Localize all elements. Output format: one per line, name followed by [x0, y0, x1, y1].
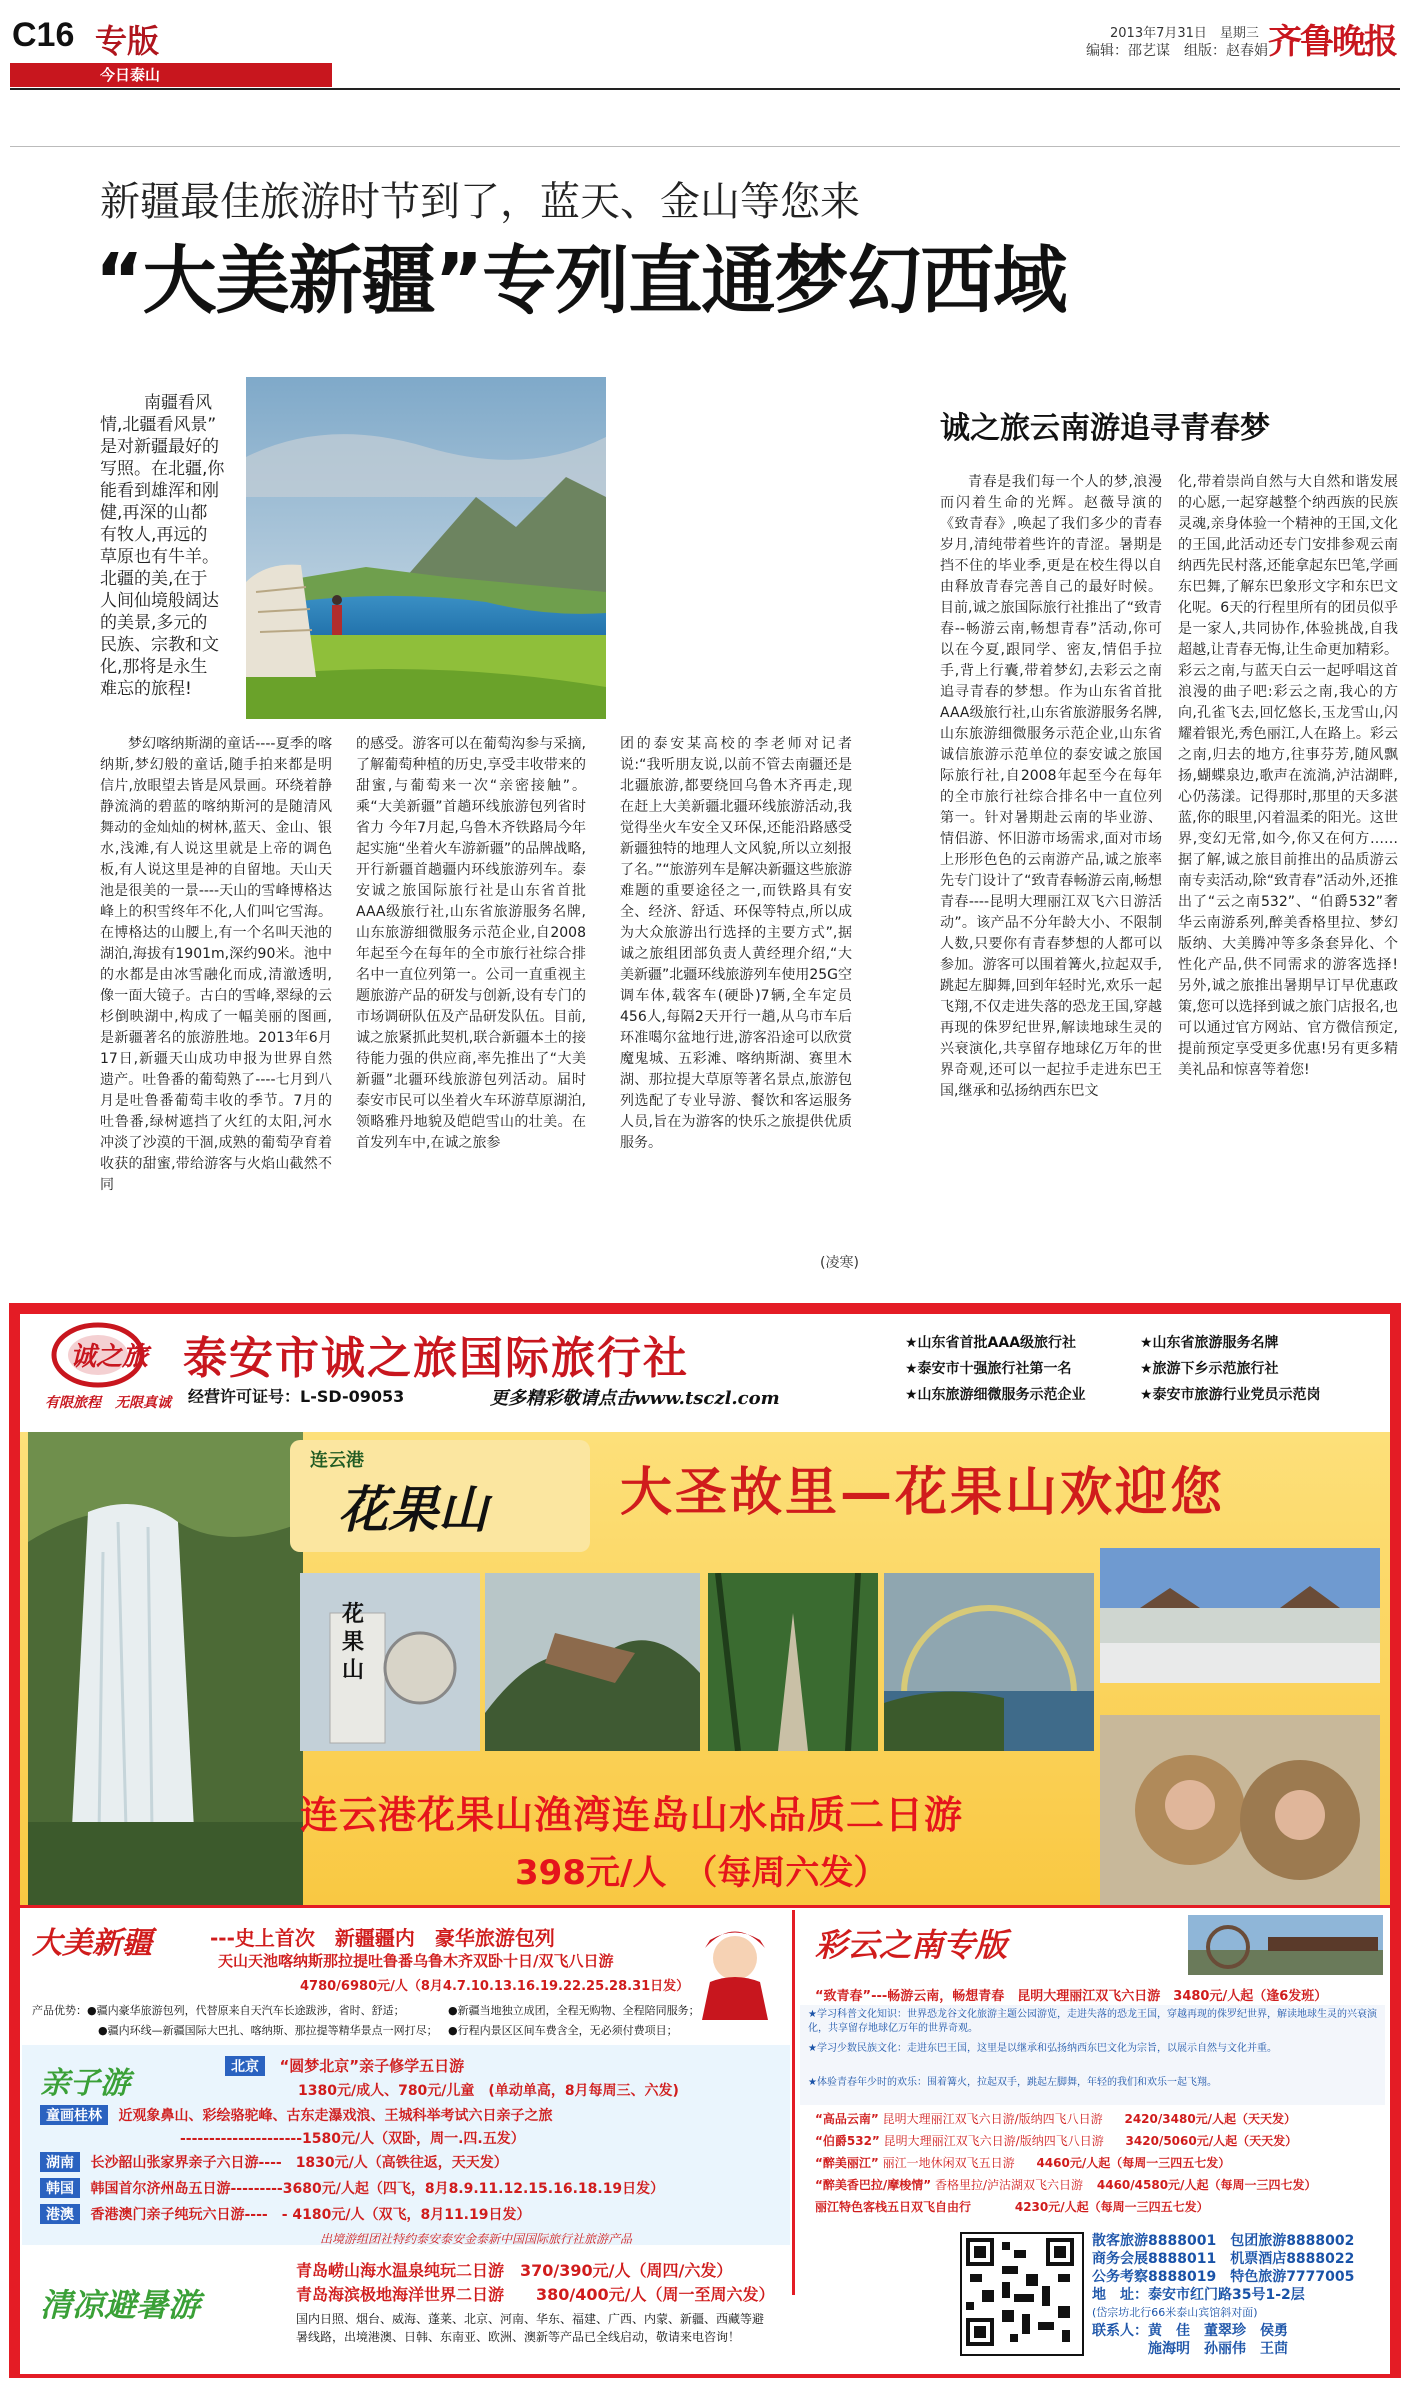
headline-rule	[10, 146, 1400, 147]
intro-line: 民族、宗教和文	[100, 635, 219, 655]
agency-website: 更多精彩敬请点击www.tsczl.com	[490, 1388, 780, 1409]
product-name: “醉美香巴拉/摩梭情”	[815, 2178, 932, 2192]
hunan-route: 长沙韶山张家界亲子六日游---- 1830元/人（高铁往返，天天发）	[90, 2155, 508, 2171]
yunnan-feature: ★学习科普文化知识：世界恐龙谷文化旅游主题公园游览，走进失落的恐龙王国，穿越再现的侏罗纪世界，解读地球生灵的兴衰演化，共享留存地球亿万年的世界奇观。	[808, 2009, 1377, 2034]
path-photo	[708, 1573, 878, 1751]
intro-line: 情,北疆看风景”	[100, 415, 217, 435]
korea-row	[40, 2178, 664, 2198]
intro-line: 写照。在北疆,你	[100, 459, 225, 479]
yunnan-feature: ★学习少数民族文化：走进东巴王国，这里是以继承和弘扬纳西东巴文化为宗旨，以展示自然与文化并重。	[808, 2043, 1277, 2054]
beijing-route: “圆梦北京”亲子修学五日游	[279, 2057, 465, 2075]
intro-line: 草原也有牛羊。	[100, 547, 219, 567]
huaguoshan-logo-top: 连云港	[310, 1450, 364, 1471]
product-desc: 昆明大理丽江双飞六日游/版纳四飞八日游	[882, 2112, 1103, 2126]
product-price: 3420/5060元/人起（天天发）	[1125, 2134, 1298, 2148]
yunnan-product-row	[815, 2132, 1297, 2149]
contact-line: 公务考察8888019 特色旅游7777005	[1092, 2269, 1355, 2285]
product-price: 4460/4580元/人起（每周一三四七发）	[1096, 2178, 1317, 2192]
intro-line: 能看到雄浑和刚	[100, 481, 219, 501]
xinjiang-headline: ---史上首次 新疆疆内 豪华旅游包列	[210, 1926, 555, 1950]
agency-logo-text: 诚之旅	[70, 1342, 149, 1372]
stone-tablet-text: 花果山	[342, 1601, 365, 1683]
article-column-1: 梦幻喀纳斯湖的童话----夏季的喀纳斯,梦幻般的童话,随手拍来都是明信片,放眼望去皆是风景画。环绕着静静流淌的碧蓝的喀纳斯河的是随清风舞动的金灿灿的树林,蓝天、金山、银水,浅滩,有人说这里就是上帝的调色板,有人说这里是神的自留地。天山天池是很美的一景----天山的雪峰博格达峰上的积雪终年不化,人们叫它雪海。在博格达的山腰上,有一个名叫天池的湖泊,海拔有1901m,深约90米。池中的水都是由冰雪融化而成,清澈透明,像一面大镜子。古白的雪峰,翠绿的云杉倒映湖中,构成了一幅美丽的图画,是新疆著名的旅游胜地。2013年6月17日,新疆天山成功申报为世界自然遗产。吐鲁番的葡萄熟了----七月到八月是吐鲁番葡萄丰收的季节。7月的吐鲁番,绿树遮挡了火红的太阳,河水冲淡了沙漠的干涸,成熟的葡萄孕育着收获的甜蜜,带给游客与火焰山截然不同	[100, 736, 332, 1193]
minority-girl-illustration	[690, 1920, 780, 2020]
rainbow-bay-photo	[884, 1573, 1094, 1751]
contact-line: 施海明 孙丽伟 王茴	[1092, 2341, 1288, 2357]
xinjiang-route: 天山天池喀纳斯那拉提吐鲁番乌鲁木齐双卧十日/双飞八日游	[218, 1952, 614, 1970]
agency-logo-slogan: 有限旅程 无限真诚	[45, 1395, 171, 1411]
article2-column-1: 青春是我们每一个人的梦,浪漫而闪着生命的光辉。赵薇导演的《致青春》,唤起了我们多少的青春岁月,清纯带着些许的青涩。暑期是挡不住的毕业季,更是在校生得以自由释放青春完善自己的最好时候。目前,诚之旅国际旅行社推出了“致青春--畅游云南,畅想青春”活动,你可以在今夏,跟同学、密友,情侣手拉手,背上行囊,带着梦幻,去彩云之南追寻青春的梦想。作为山东省首批AAA级旅行社,山东省旅游服务名牌,山东旅游细微服务示范企业,山东省诚信旅游示范单位的泰安诚之旅国际旅行社,自2008年起至今在每年的全市旅行社综合排名中一直位列第一。针对暑期赴云南的毕业游、情侣游、怀旧游市场需求,面对市场上形形色色的云南游产品,诚之旅率先专门设计了“致青春畅游云南,畅想青春----昆明大理丽江双飞六日游活动”。该产品不分年龄大小、不限制人数,只要你有青春梦想的人都可以参加。游客可以围着篝火,拉起双手,跳起左脚舞,回到年轻时光,欢乐一起飞翔,不仅走进失落的恐龙王国,穿越再现的侏罗纪世界,解读地球生灵的兴衰演化,共享留存地球亿万年的世界奇观,还可以一起拉手走进东巴王国,继承和弘扬纳西东巴文	[940, 474, 1162, 1099]
contact-info	[1092, 2232, 1354, 2358]
editor-credit: 编辑：邵艺谋 组版：赵春娟	[1086, 43, 1268, 59]
hunan-tag: 湖南	[40, 2152, 80, 2172]
lower-ad-divider	[20, 1905, 1390, 1908]
yunnan-product-row	[815, 2110, 1296, 2127]
waterfall-photo	[28, 1432, 303, 1906]
product-name: “伯爵532”	[815, 2134, 880, 2148]
subsection-title: 今日泰山	[100, 66, 161, 84]
yunnan-feature: ★体验青春年少时的欢乐：围着篝火，拉起双手，跳起左脚舞，年轻的我们和欢乐一起飞翔。	[808, 2077, 1217, 2088]
domestic-routes: 国内日照、烟台、威海、蓬莱、北京、河南、华东、福建、广西、内蒙、新疆、西藏等避暑线路，出境港澳、日韩、东南亚、欧洲、澳新等产品已全线启动，敬请来电咨询！	[296, 2312, 765, 2344]
intro-line: 是对新疆最好的	[100, 437, 219, 457]
contact-line: 联系人：黄 佳 董翠珍 侯勇	[1092, 2323, 1288, 2339]
xinjiang-logo: 大美新疆	[32, 1926, 152, 1961]
article-intro	[100, 392, 238, 700]
huaguoshan-logo-name: 花果山	[338, 1480, 488, 1539]
agency-name: 泰安市诚之旅国际旅行社	[183, 1333, 689, 1384]
qr-code	[960, 2232, 1084, 2356]
yunnan-product-row	[815, 2198, 1209, 2215]
product-price: 4460元/人起（每周一三四五七发）	[1036, 2156, 1231, 2170]
summer-trip-logo: 清凉避暑游	[40, 2286, 201, 2324]
intro-line: 健,再深的山都	[100, 503, 208, 523]
outbound-note: 出境游组团社特约泰安泰安金泰新中国国际旅行社旅游产品	[320, 2232, 633, 2246]
guilin-tag: 童画桂林	[40, 2105, 108, 2125]
korea-route: 韩国首尔济州岛五日游---------3680元/人起（四飞，8月8.9.11.12.15.16.18.19日发）	[90, 2181, 665, 2197]
guilin-price: ---------------------1580元/人（双卧，周一.四.五发）	[180, 2131, 525, 2147]
honor-item: ★泰安市旅游行业党员示范岗	[1140, 1387, 1321, 1403]
intro-line: 的美景,多元的	[100, 613, 208, 633]
hk-route: 香港澳门亲子纯玩六日游---- - 4180元/人（双飞，8月11.19日发）	[90, 2207, 531, 2223]
article-column-3: 团的泰安某高校的李老师对记者说:“我听朋友说,以前不管去南疆还是北疆旅游,都要绕回乌鲁木齐再走,现在赶上大美新疆北疆环线旅游活动,我觉得坐火车安全又环保,还能沿路感受新疆独特的地理人文风貌,所以立刻报了名。”“旅游列车是解决新疆这些旅游难题的重要途径之一,而铁路具有安全、经济、舒适、环保等特点,所以成为大众旅游出行选择的主要方式”,据诚之旅组团部负责人黄经理介绍,“大美新疆”北疆环线旅游列车使用25G空调车体,载客车(硬卧)7辆,全车定员456人,每隔2天开行一趟,从乌市车后环准噶尔盆地行进,游客沿途可以欣赏魔鬼城、五彩滩、喀纳斯湖、赛里木湖、那拉提大草原等著名景点,旅游包列选配了专业导游、餐饮和客运服务人员,旨在为游客的快乐之旅提供优质服务。	[620, 736, 852, 1151]
hunan-row	[40, 2152, 508, 2172]
guilin-route: 近观象鼻山、彩绘骆驼峰、古东走瀑戏浪、王城科举考试六日亲子之旅	[118, 2108, 553, 2124]
article2-column-2: 化,带着崇尚自然与大自然和谐发展的心愿,一起穿越整个纳西族的民族灵魂,亲身体验一个精神的王国,文化的王国,此活动还专门安排参观云南纳西先民村落,还能拿起东巴笔,学画东巴舞,了解东巴象形文字和东巴文化呢。6天的行程里所有的团员似乎是一家人,共同协作,体验挑战,自我超越,让青春无悔,让生命更加精彩。彩云之南,与蓝天白云一起呼唱这首浪漫的曲子吧:彩云之南,我心的方向,孔雀飞去,回忆悠长,玉龙雪山,闪耀着银光,秀色丽江,人在路上。彩云之南,归去的地方,往事芬芳,随风飘扬,蝴蝶泉边,歌声在流淌,泸沽湖畔,心仍荡漾。记得那时,那里的天多湛蓝,你的眼里,闪着温柔的阳光。这世界,变幻无常,如今,你又在何方……据了解,诚之旅目前推出的品质游云南专卖活动,除“致青春”活动外,还推出了“云之南532”、“伯爵532”奢华云南游系列,醉美香格里拉、梦幻版纳、大美腾冲等多条套异化、个性化产品,供不同需求的游客选择!另外,诚之旅推出暑期早订早优惠政策,您可以选择到诚之旅门店报名,也可以通过官方网站、官方微信预定,提前预定享受更多优惠!另有更多精美礼品和惊喜等着您!	[1178, 474, 1398, 1078]
contact-line: 散客旅游8888001 包团旅游8888002	[1092, 2233, 1355, 2249]
product-price: 2420/3480元/人起（天天发）	[1124, 2112, 1297, 2126]
article-byline: (凌寒)	[820, 1255, 859, 1271]
article-headline: “大美新疆”专列直通梦幻西域	[95, 238, 1067, 324]
korea-tag: 韩国	[40, 2178, 80, 2198]
family-trip-logo: 亲子游	[40, 2066, 130, 2101]
honor-item: ★泰安市十强旅行社第一名	[905, 1361, 1072, 1377]
monkeys-photo	[1100, 1715, 1380, 1905]
temple-square-photo	[1100, 1548, 1380, 1683]
ad-slogan: 大圣故里—花果山欢迎您	[620, 1462, 1226, 1523]
xinjiang-price: 4780/6980元/人（8月4.7.10.13.16.19.22.25.28.31日发）	[300, 1979, 690, 1994]
product-name: 丽江特色客栈五日双飞自由行	[815, 2200, 972, 2214]
yunnan-special-logo: 彩云之南专版	[815, 1926, 1008, 1964]
honor-item: ★山东省旅游服务名牌	[1140, 1335, 1279, 1351]
intro-line: 南疆看风	[144, 393, 212, 413]
honor-item: ★山东省首批AAA级旅行社	[905, 1335, 1077, 1351]
rock-photo	[485, 1573, 700, 1751]
xinjiang-advantage: 产品优势：●疆内豪华旅游包列，代替原来自天汽车长途跋涉，省时、舒适；	[32, 2004, 405, 2017]
route-price: 398元/人 （每周六发）	[515, 1853, 888, 1893]
contact-line: 商务会展8888011 机票酒店8888022	[1092, 2251, 1355, 2267]
xinjiang-advantage: ●疆内环线—新疆国际大巴扎、喀纳斯、那拉提等精华景点一网打尽；	[98, 2024, 438, 2037]
product-desc: 丽江一地休闲双飞五日游	[882, 2156, 1015, 2170]
issue-date: 2013年7月31日 星期三	[1110, 26, 1259, 41]
article2-title: 诚之旅云南游追寻青春梦	[940, 411, 1270, 446]
hk-tag: 港澳	[40, 2204, 80, 2224]
intro-line: 有牧人,再远的	[100, 525, 208, 545]
xinjiang-advantage: ●行程内景区区间车费含全，无必须付费项目；	[448, 2024, 678, 2037]
license-number: 经营许可证号：L-SD-09053	[188, 1387, 405, 1406]
product-name: “醉美丽江”	[815, 2156, 879, 2170]
xinjiang-landscape-photo	[246, 377, 606, 719]
product-desc: 香格里拉/泸沽湖双飞六日游	[935, 2178, 1084, 2192]
article-column-2: 的感受。游客可以在葡萄沟参与采摘,了解葡萄种植的历史,享受丰收带来的甜蜜,与葡萄来一次“亲密接触”。乘“大美新疆”首趟环线旅游包列省时省力 今年7月起,乌鲁木齐铁路局今年起实施“坐着火车游新疆”的品牌战略,开行新疆首趟疆内环线旅游列车。泰安诚之旅国际旅行社是山东省首批AAA级旅行社,山东省旅游服务名牌,山东旅游细微服务示范企业,自2008年起至今在每年的全市旅行社综合排名中一直位列第一。公司一直重视主题旅游产品的研发与创新,设有专门的市场调研队伍及产品研发队伍。目前,诚之旅紧抓此契机,联合新疆本土的接待能力强的供应商,率先推出了“大美新疆”北疆环线旅游包列活动。届时泰安市民可以坐着火车环游草原湖泊,领略雅丹地貌及皑皑雪山的壮美。在首发列车中,在诚之旅参	[356, 736, 586, 1151]
product-name: “高品云南”	[815, 2112, 879, 2126]
xinjiang-advantage: ●新疆当地独立成团，全程无购物、全程陪同服务；	[448, 2004, 700, 2017]
waterwheel-photo	[1188, 1915, 1383, 1975]
article-kicker: 新疆最佳旅游时节到了，蓝天、金山等您来	[100, 179, 860, 225]
beijing-tag: 北京	[225, 2056, 265, 2076]
lower-ad-center-divider	[792, 1910, 795, 2295]
product-price: 4230元/人起（每周一三四五七发）	[1014, 2200, 1209, 2214]
yunnan-main-route: “致青春”---畅游云南，畅想青春 昆明大理丽江双飞六日游 3480元/人起（逢6发班）	[815, 1989, 1328, 2004]
hk-row	[40, 2204, 530, 2224]
contact-line: 地 址：泰安市红门路35号1-2层	[1092, 2287, 1305, 2303]
intro-line: 难忘的旅程!	[100, 679, 192, 699]
intro-line: 北疆的美,在于	[100, 569, 208, 589]
contact-line: (岱宗坊北行66米泰山宾馆斜对面)	[1092, 2306, 1258, 2319]
stone-tablet-photo	[300, 1573, 480, 1751]
route-title: 连云港花果山渔湾连岛山水品质二日游	[300, 1793, 964, 1837]
section-title: 专版	[95, 22, 160, 60]
newspaper-logo: 齐鲁晚报	[1268, 22, 1396, 62]
beijing-price: 1380元/成人、780元/儿童 (单动单高，8月每周三、六发)	[298, 2083, 679, 2099]
qingdao-route-2: 青岛海滨极地海洋世界二日游 380/400元/人（周一至周六发）	[296, 2285, 775, 2304]
qingdao-route-1: 青岛崂山海水温泉纯玩二日游 370/390元/人（周四/六发）	[296, 2261, 733, 2280]
yunnan-product-row	[815, 2154, 1230, 2171]
page-code: C16	[12, 16, 75, 54]
guilin-row	[40, 2105, 552, 2125]
honor-item: ★旅游下乡示范旅行社	[1140, 1361, 1279, 1377]
product-desc: 昆明大理丽江双飞六日游/版纳四飞八日游	[883, 2134, 1104, 2148]
intro-line: 人间仙境般阔达	[100, 591, 219, 611]
header-rule	[10, 88, 1400, 90]
yunnan-product-row	[815, 2176, 1316, 2193]
section-bar	[10, 63, 332, 87]
beijing-row	[225, 2055, 464, 2076]
intro-line: 化,那将是永生	[100, 657, 208, 677]
honor-item: ★山东旅游细微服务示范企业	[905, 1387, 1086, 1403]
